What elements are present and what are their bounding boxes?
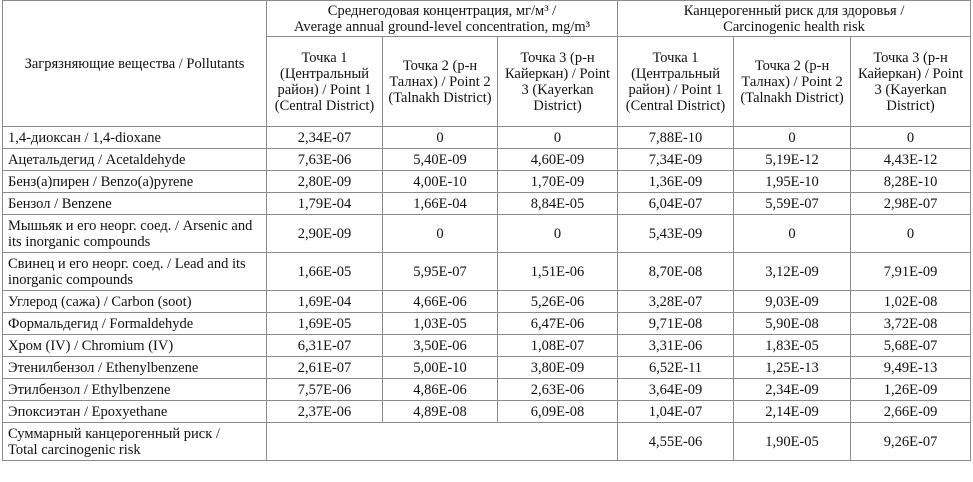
- table-row: [3, 357, 971, 379]
- risk-point-3: 2,66E-09: [851, 401, 971, 423]
- concentration-point-1: 2,80E-09: [267, 171, 383, 193]
- risk-point-1: 7,88E-10: [618, 127, 734, 149]
- table-row: [3, 193, 971, 215]
- concentration-point-2: 0: [383, 215, 498, 253]
- header-conc-point-2: Точка 2 (р-н Талнах) / Point 2 (Talnakh District): [383, 37, 498, 127]
- concentration-point-2: 5,00E-10: [383, 357, 498, 379]
- table-row: [3, 171, 971, 193]
- risk-point-1: 8,70E-08: [618, 253, 734, 291]
- concentration-point-2: 4,89E-08: [383, 401, 498, 423]
- table-row: [3, 127, 971, 149]
- table-row: [3, 335, 971, 357]
- risk-point-2: 0: [734, 215, 851, 253]
- concentration-point-3: 2,63E-06: [498, 379, 618, 401]
- risk-point-3: 5,68E-07: [851, 335, 971, 357]
- concentration-point-1: 2,37E-06: [267, 401, 383, 423]
- concentration-point-3: 8,84E-05: [498, 193, 618, 215]
- total-empty-cell: [267, 423, 618, 461]
- concentration-point-1: 2,34E-07: [267, 127, 383, 149]
- risk-point-3: 1,26E-09: [851, 379, 971, 401]
- concentration-point-2: 4,86E-06: [383, 379, 498, 401]
- pollutant-name: Мышьяк и его неорг. соед. / Arsenic and its inorganic compounds: [3, 215, 267, 253]
- risk-point-1: 9,71E-08: [618, 313, 734, 335]
- risk-point-3: 9,49E-13: [851, 357, 971, 379]
- pollutant-name: Этенилбензол / Ethenylbenzene: [3, 357, 267, 379]
- header-concentration-ru: Среднегодовая концентрация, мг/м³ /: [327, 2, 557, 19]
- table-body: [3, 127, 971, 461]
- header-risk: [618, 1, 971, 37]
- concentration-point-1: 1,69E-05: [267, 313, 383, 335]
- risk-point-1: 7,34E-09: [618, 149, 734, 171]
- concentration-point-3: 3,80E-09: [498, 357, 618, 379]
- table-row: [3, 291, 971, 313]
- risk-point-2: 2,34E-09: [734, 379, 851, 401]
- table-row: [3, 401, 971, 423]
- header-concentration: [267, 1, 618, 37]
- table-row: [3, 313, 971, 335]
- risk-point-3: 0: [851, 215, 971, 253]
- pollutant-name: Бенз(а)пирен / Benzo(a)pyrene: [3, 171, 267, 193]
- risk-point-3: 4,43E-12: [851, 149, 971, 171]
- concentration-point-3: 0: [498, 127, 618, 149]
- total-row: [3, 423, 971, 461]
- risk-point-3: 8,28E-10: [851, 171, 971, 193]
- concentration-point-1: 1,69E-04: [267, 291, 383, 313]
- header-conc-point-1: Точка 1 (Центральный район) / Point 1 (Central District): [267, 37, 383, 127]
- pollutant-name: 1,4-диоксан / 1,4-dioxane: [3, 127, 267, 149]
- concentration-point-2: 1,03E-05: [383, 313, 498, 335]
- concentration-point-2: 5,40E-09: [383, 149, 498, 171]
- risk-point-1: 5,43E-09: [618, 215, 734, 253]
- concentration-point-1: 2,61E-07: [267, 357, 383, 379]
- risk-point-1: 1,04E-07: [618, 401, 734, 423]
- table-row: [3, 215, 971, 253]
- concentration-point-2: 3,50E-06: [383, 335, 498, 357]
- concentration-point-3: 6,47E-06: [498, 313, 618, 335]
- pollutant-name: Свинец и его неорг. соед. / Lead and its inorganic compounds: [3, 253, 267, 291]
- risk-point-2: 1,83E-05: [734, 335, 851, 357]
- risk-point-3: 7,91E-09: [851, 253, 971, 291]
- concentration-point-1: 1,79E-04: [267, 193, 383, 215]
- concentration-point-3: 0: [498, 215, 618, 253]
- risk-point-2: 0: [734, 127, 851, 149]
- risk-point-2: 3,12E-09: [734, 253, 851, 291]
- total-label: [3, 423, 267, 461]
- pollutant-name: Хром (IV) / Chromium (IV): [3, 335, 267, 357]
- concentration-point-1: 1,66E-05: [267, 253, 383, 291]
- pollutant-name: Ацетальдегид / Acetaldehyde: [3, 149, 267, 171]
- pollutant-name: Этилбензол / Ethylbenzene: [3, 379, 267, 401]
- concentration-point-2: 5,95E-07: [383, 253, 498, 291]
- pollutant-name: Эпоксиэтан / Epoxyethane: [3, 401, 267, 423]
- risk-point-1: 1,36E-09: [618, 171, 734, 193]
- risk-point-2: 5,90E-08: [734, 313, 851, 335]
- total-risk-point-2: 1,90E-05: [734, 423, 851, 461]
- concentration-point-3: 5,26E-06: [498, 291, 618, 313]
- concentration-point-3: 1,70E-09: [498, 171, 618, 193]
- concentration-point-1: 6,31E-07: [267, 335, 383, 357]
- total-label-en: Total carcinogenic risk: [8, 441, 141, 458]
- carcinogenic-risk-table: [2, 0, 971, 461]
- concentration-point-2: 4,66E-06: [383, 291, 498, 313]
- header-conc-point-3: Точка 3 (р-н Кайеркан) / Point 3 (Kayerkan District): [498, 37, 618, 127]
- concentration-point-3: 6,09E-08: [498, 401, 618, 423]
- risk-point-1: 3,28E-07: [618, 291, 734, 313]
- risk-point-3: 3,72E-08: [851, 313, 971, 335]
- risk-point-2: 1,95E-10: [734, 171, 851, 193]
- pollutant-name: Бензол / Benzene: [3, 193, 267, 215]
- risk-point-2: 1,25E-13: [734, 357, 851, 379]
- concentration-point-1: 7,57E-06: [267, 379, 383, 401]
- total-risk-point-3: 9,26E-07: [851, 423, 971, 461]
- risk-point-1: 6,52E-11: [618, 357, 734, 379]
- concentration-point-2: 4,00E-10: [383, 171, 498, 193]
- pollutant-name: Формальдегид / Formaldehyde: [3, 313, 267, 335]
- risk-point-1: 6,04E-07: [618, 193, 734, 215]
- header-pollutants: Загрязняющие вещества / Pollutants: [3, 1, 267, 127]
- risk-point-1: 3,31E-06: [618, 335, 734, 357]
- total-risk-point-1: 4,55E-06: [618, 423, 734, 461]
- total-label-ru: Суммарный канцерогенный риск /: [8, 425, 220, 442]
- pollutant-name: Углерод (сажа) / Carbon (soot): [3, 291, 267, 313]
- concentration-point-3: 1,51E-06: [498, 253, 618, 291]
- concentration-point-3: 4,60E-09: [498, 149, 618, 171]
- concentration-point-2: 1,66E-04: [383, 193, 498, 215]
- risk-point-2: 2,14E-09: [734, 401, 851, 423]
- risk-point-2: 5,19E-12: [734, 149, 851, 171]
- risk-point-3: 0: [851, 127, 971, 149]
- risk-point-1: 3,64E-09: [618, 379, 734, 401]
- concentration-point-1: 7,63E-06: [267, 149, 383, 171]
- risk-point-2: 9,03E-09: [734, 291, 851, 313]
- header-risk-point-2: Точка 2 (р-н Талнах) / Point 2 (Talnakh District): [734, 37, 851, 127]
- risk-point-3: 1,02E-08: [851, 291, 971, 313]
- header-concentration-en: Average annual ground-level concentration, mg/m³: [294, 18, 590, 35]
- concentration-point-2: 0: [383, 127, 498, 149]
- concentration-point-3: 1,08E-07: [498, 335, 618, 357]
- header-risk-en: Carcinogenic health risk: [723, 18, 865, 35]
- header-risk-point-3: Точка 3 (р-н Кайеркан) / Point 3 (Kayerkan District): [851, 37, 971, 127]
- table-row: [3, 253, 971, 291]
- risk-point-2: 5,59E-07: [734, 193, 851, 215]
- table-row: [3, 379, 971, 401]
- table-row: [3, 149, 971, 171]
- concentration-point-1: 2,90E-09: [267, 215, 383, 253]
- risk-point-3: 2,98E-07: [851, 193, 971, 215]
- header-risk-ru: Канцерогенный риск для здоровья /: [683, 2, 905, 19]
- header-risk-point-1: Точка 1 (Центральный район) / Point 1 (Central District): [618, 37, 734, 127]
